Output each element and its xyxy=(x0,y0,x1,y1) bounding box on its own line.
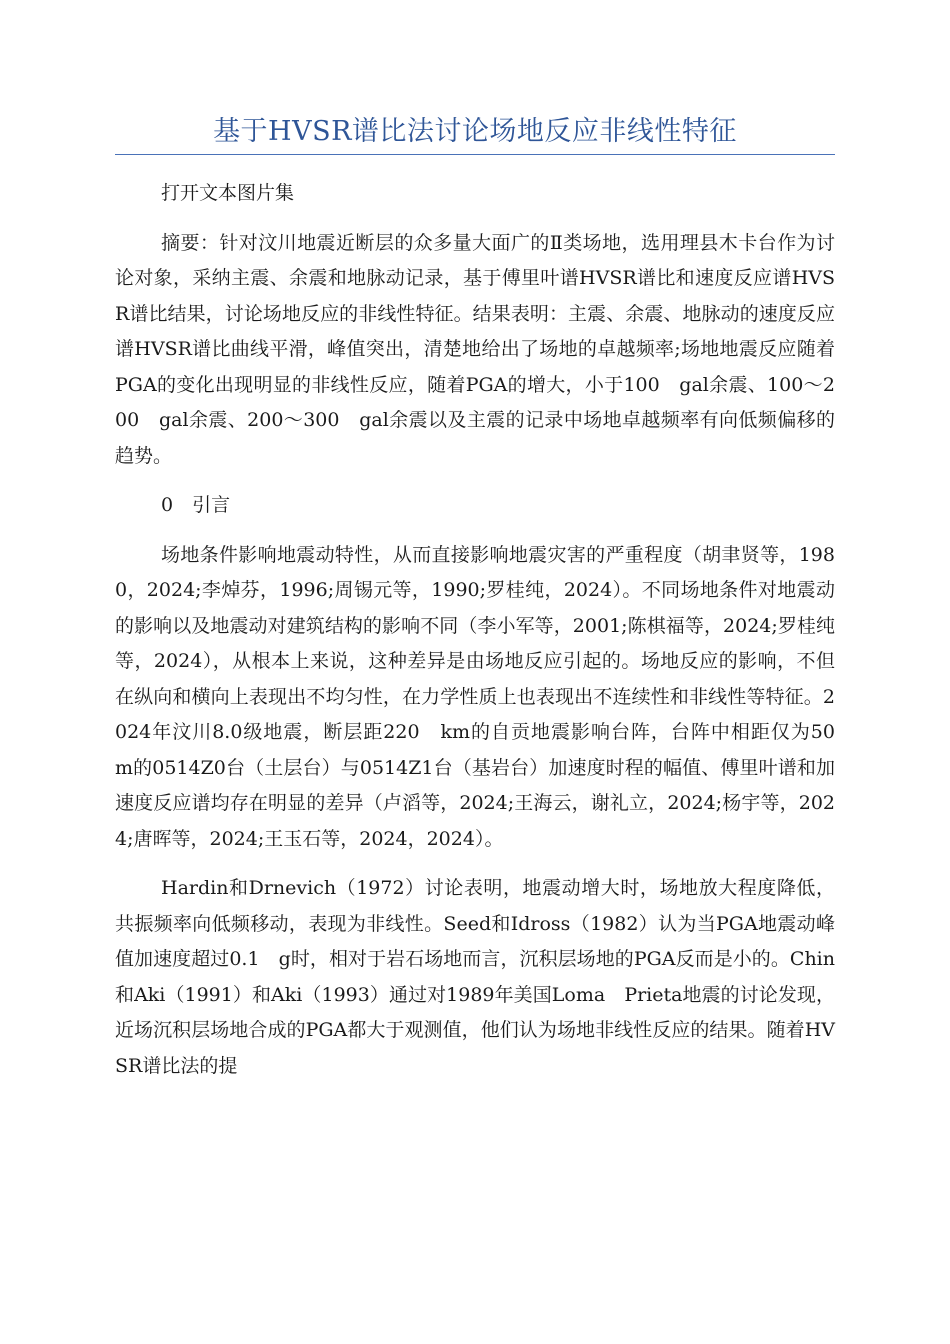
body-paragraph: Hardin和Drnevich（1972）讨论表明，地震动增大时，场地放大程度降低，共振频率向低频移动，表现为非线性。Seed和Idross（1982）认为当PGA地震动峰值加速度超过0.1 g时，相对于岩石场地而言，沉积层场地的PGA反而是小的。Chin和Aki（1991）和Aki（1993）通过对1989年美国Loma Prieta地震的讨论发现，近场沉积层场地合成的PGA都大于观测值，他们认为场地非线性反应的结果。随着HVSR谱比法的提 xyxy=(115,877,835,1077)
section-heading-introduction: 0 引言 xyxy=(161,494,231,516)
link-open-image-set[interactable]: 打开文本图片集 xyxy=(161,182,295,204)
title-underline xyxy=(115,154,835,155)
document-body xyxy=(115,176,855,1098)
body-paragraph: 场地条件影响地震动特性，从而直接影响地震灾害的严重程度（胡聿贤等，1980，2024;李焯芬，1996;周锡元等，1990;罗桂纯，2024）。不同场地条件对地震动的影响以及地震动对建筑结构的影响不同（李小军等，2001;陈棋福等，2024;罗桂纯等，2024），从根本上来说，这种差异是由场地反应引起的。场地反应的影响，不但在纵向和横向上表现出不均匀性，在力学性质上也表现出不连续性和非线性等特征。2024年汶川8.0级地震，断层距220 km的自贡地震影响台阵，台阵中相距仅为50 m的0514Z0台（土层台）与0514Z1台（基岩台）加速度时程的幅值、傅里叶谱和加速度反应谱均存在明显的差异（卢滔等，2024;王海云，谢礼立，2024;杨宇等，2024;唐晖等，2024;王玉石等，2024，2024）。 xyxy=(115,543,855,850)
document-title: 基于HVSR谱比法讨论场地反应非线性特征 xyxy=(213,116,737,147)
abstract-paragraph: 摘要：针对汶川地震近断层的众多量大面广的Ⅱ类场地，选用理县木卡台作为讨论对象，采纳主震、余震和地脉动记录，基于傅里叶谱HVSR谱比和速度反应谱HVSR谱比结果，讨论场地反应的非线性特征。结果表明：主震、余震、地脉动的速度反应谱HVSR谱比曲线平滑，峰值突出，清楚地给出了场地的卓越频率;场地地震反应随着PGA的变化出现明显的非线性反应，随着PGA的增大，小于100 gal余震、100～200 gal余震、200～300 gal余震以及主震的记录中场地卓越频率有向低频偏移的趋势。 xyxy=(115,231,835,467)
